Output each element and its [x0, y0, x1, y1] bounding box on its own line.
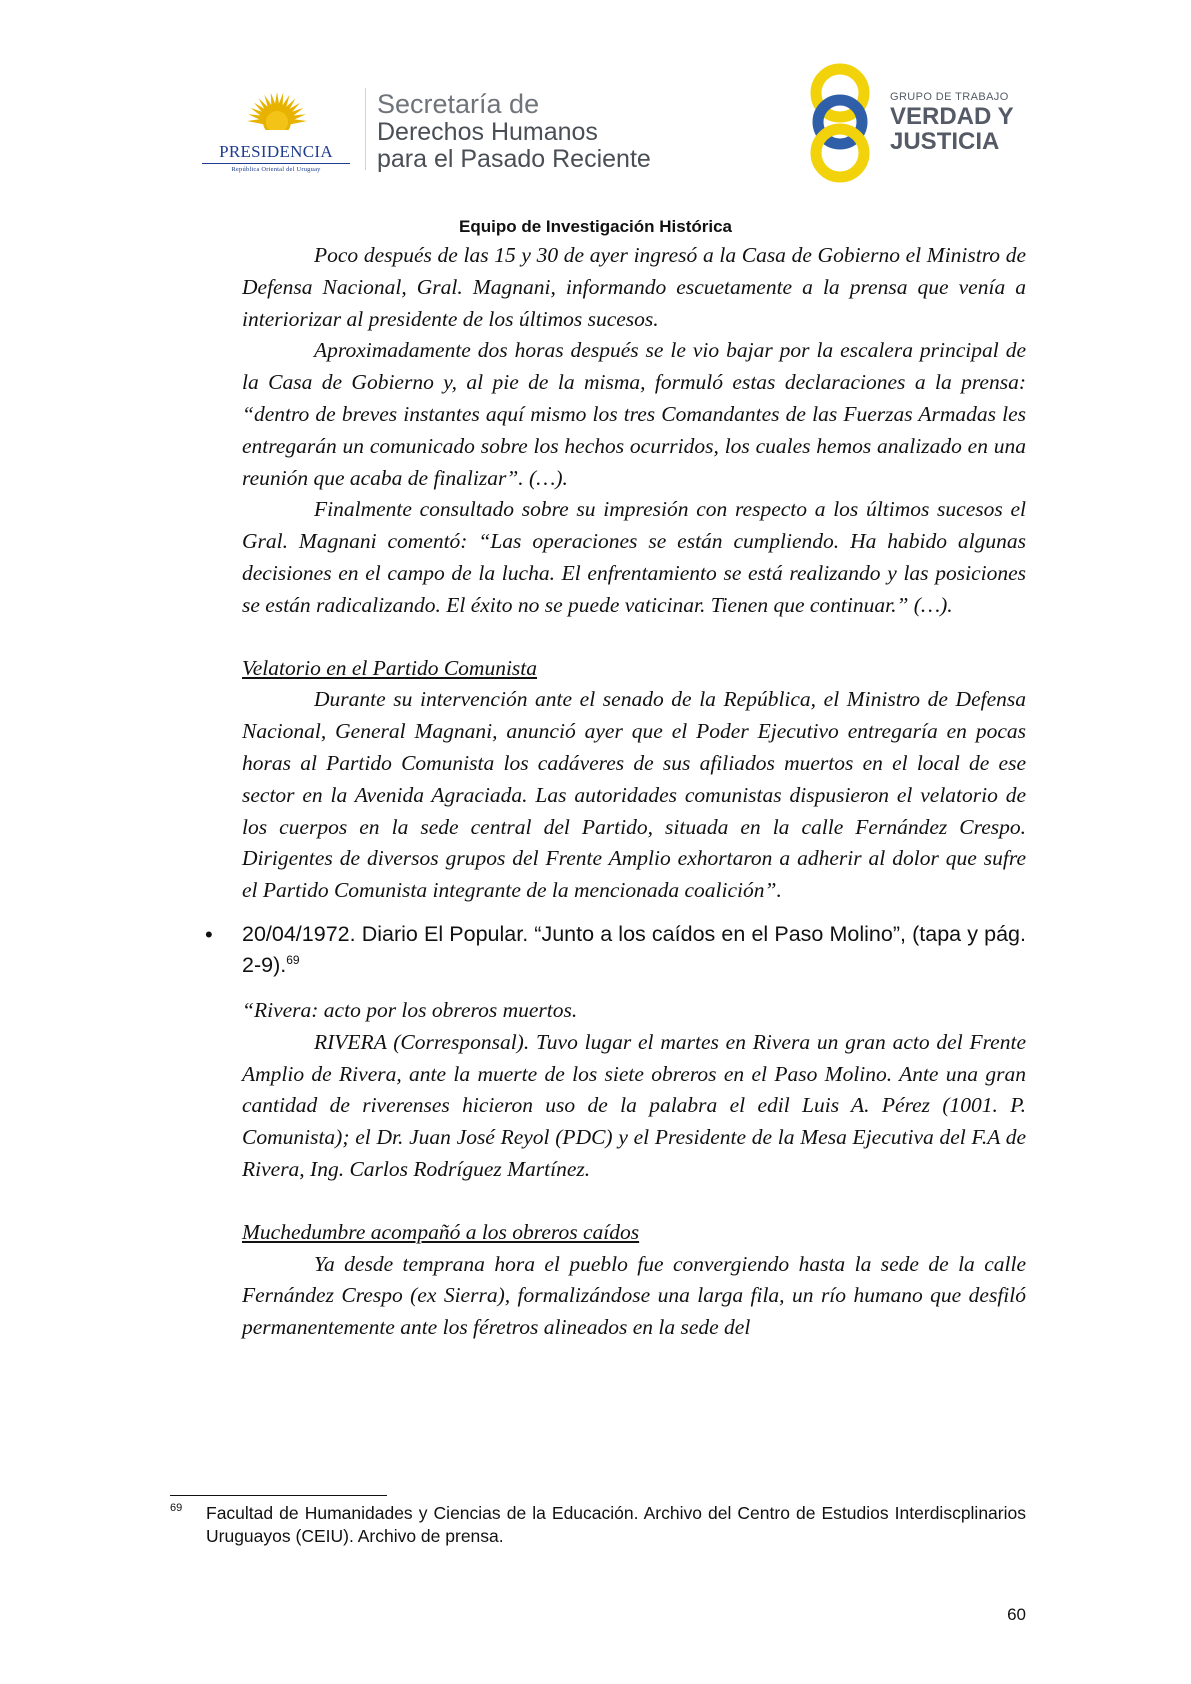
paragraph-4: Durante su intervención ante el senado de la República, el Ministro de Defensa Nacional, General Magnani, anunció ayer que el Poder Ejecutivo entregaría en pocas horas al Partido Comunista los cadáveres de sus afiliados muertos en el local de ese sector en la Avenida Agraciada. Las autoridades comunistas dispusieron el velatorio de los cuerpos en la sede central del Partido, situada en la calle Fernández Crespo. Dirigentes de diversos grupos del Frente Amplio exhortaron a adherir al dolor que sufre el Partido Comunista integrante de la mencionada coalición”. [242, 687, 1026, 903]
bullet-dot: • [205, 921, 213, 947]
bullet-text: 20/04/1972. Diario El Popular. “Junto a los caídos en el Paso Molino”, (tapa y pág. 2-9). [242, 921, 1026, 977]
paragraph-2: Aproximadamente dos horas después se le vio bajar por la escalera principal de la Casa de Gobierno y, al pie de la misma, formuló estas declaraciones a la prensa: “dentro de breves instantes aquí mismo los tres Comandantes de las Fuerzas Armadas les entregarán un comunicado sobre los hechos ocurridos, los cuales hemos analizado en una reunión que acaba de finalizar”. (…). [242, 338, 1026, 490]
presidencia-name: PRESIDENCIA [219, 142, 333, 161]
page-number: 60 [1007, 1605, 1026, 1624]
header-divider [365, 88, 366, 170]
rings-icon [808, 60, 888, 190]
paragraph-1: Poco después de las 15 y 30 de ayer ingresó a la Casa de Gobierno el Ministro de Defensa Nacional, Gral. Magnani, informando escuetamente a la prensa que venía a interiorizar al presidente de los últimos sucesos. [242, 243, 1026, 331]
grupo-line2: VERDAD Y [890, 103, 1014, 130]
document-body [205, 240, 1026, 1344]
sun-icon [232, 82, 322, 144]
grupo-line1: GRUPO DE TRABAJO [890, 91, 1009, 103]
quote-title: “Rivera: acto por los obreros muertos. [242, 997, 578, 1022]
secretaria-line1: Secretaría de [377, 89, 540, 119]
page-header [0, 0, 1191, 236]
grupo-line3: JUSTICIA [890, 128, 1000, 155]
presidencia-subtitle: República Oriental del Uruguay [231, 166, 321, 173]
footnote-text: Facultad de Humanidades y Ciencias de la Educación. Archivo del Centro de Estudios Interdiscplinarios Uruguayos (CEIU). Archivo de prensa. [206, 1503, 1026, 1546]
bullet-item [205, 919, 1026, 981]
team-title: Equipo de Investigación Histórica [459, 217, 732, 236]
spacer [242, 981, 1026, 995]
presidencia-logo [196, 82, 356, 182]
secretaria-line3: para el Pasado Reciente [377, 145, 651, 173]
bullet-text-wrap [242, 919, 1026, 981]
paragraph-5: RIVERA (Corresponsal). Tuvo lugar el martes en Rivera un gran acto del Frente Amplio de Rivera, ante la muerte de los siete obreros en el Paso Molino. Ante una gran cantidad de riverenses hicieron uso de la palabra el edil Luis A. Pérez (1001. P. Comunista); el Dr. Juan José Reyol (PDC) y el Presidente de la Mesa Ejecutiva del F.A de Rivera, Ing. Carlos Rodríguez Martínez. [242, 1029, 1026, 1181]
section-heading-velatorio: Velatorio en el Partido Comunista [242, 655, 538, 680]
grupo-trabajo-logo [808, 60, 1018, 190]
secretaria-line2: Derechos Humanos [377, 118, 598, 146]
section-heading-muchedumbre: Muchedumbre acompañó a los obreros caídos [242, 1219, 640, 1244]
footnote-mark: 69 [170, 1502, 183, 1514]
footnote [170, 1502, 1026, 1548]
footnote-ref[interactable]: 69 [286, 952, 300, 967]
grupo-trabajo-text [890, 90, 1014, 154]
paragraph-6: Ya desde temprana hora el pueblo fue convergiendo hasta la sede de la calle Fernández Crespo (ex Sierra), formalizándose una larga fila, un río humano que desfiló permanentemente ante los féretros alineados en la sede del [242, 1251, 1026, 1340]
footnote-rule [170, 1495, 387, 1496]
spacer [242, 1186, 1026, 1217]
paragraph-3: Finalmente consultado sobre su impresión con respecto a los últimos sucesos el Gral. Magnani comentó: “Las operaciones se están cumpliendo. Ha habido algunas decisiones en el campo de la lucha. El enfrentamiento se está realizando y las posiciones se están radicalizando. El éxito no se puede vaticinar. Tienen que continuar.” (…). [242, 497, 1026, 617]
spacer [242, 622, 1026, 653]
secretaria-title [377, 90, 651, 173]
presidencia-rule [202, 163, 350, 164]
